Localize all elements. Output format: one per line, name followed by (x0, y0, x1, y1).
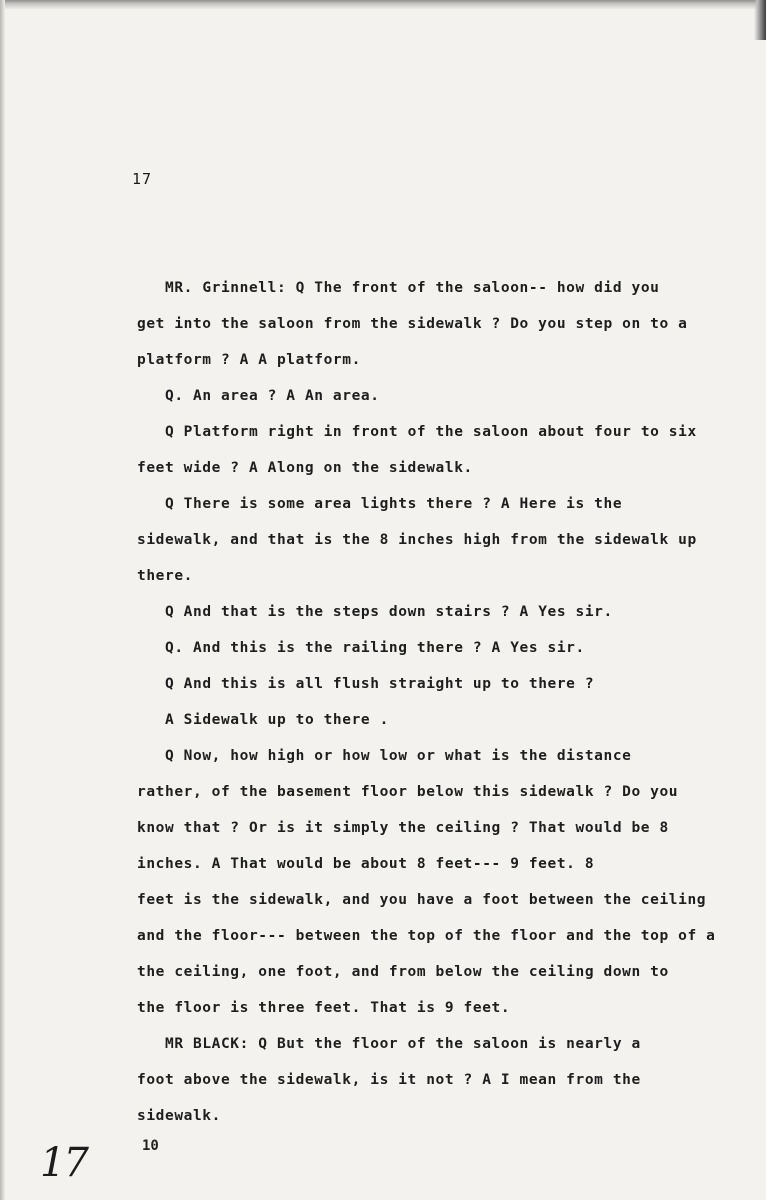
transcript-line: Q Platform right in front of the saloon about four to six (165, 424, 697, 440)
transcript-line: Q Now, how high or how low or what is the distance (165, 748, 632, 764)
transcript-line: feet is the sidewalk, and you have a foot between the ceiling (137, 892, 707, 908)
transcript-line: the ceiling, one foot, and from below the ceiling down to (137, 964, 669, 980)
page-number: 17 (132, 170, 153, 188)
transcript-line: Q And this is all flush straight up to there ? (165, 676, 595, 692)
transcript-line: A Sidewalk up to there . (165, 712, 389, 728)
footer-mark: 10 (142, 1138, 159, 1154)
transcript-line: Q. And this is the railing there ? A Yes sir. (165, 640, 585, 656)
scan-left-edge (0, 0, 5, 1200)
transcript-line: Q And that is the steps down stairs ? A Yes sir. (165, 604, 613, 620)
transcript-line: and the floor--- between the top of the floor and the top of a (137, 928, 716, 944)
transcript-line: sidewalk. (137, 1108, 221, 1124)
transcript-line: there. (137, 568, 193, 584)
transcript-body (137, 270, 737, 1134)
transcript-line: sidewalk, and that is the 8 inches high from the sidewalk up (137, 532, 697, 548)
transcript-line: MR BLACK: Q But the floor of the saloon is nearly a (165, 1036, 641, 1052)
transcript-line: inches. A That would be about 8 feet--- 9 feet. 8 (137, 856, 595, 872)
transcript-line: the floor is three feet. That is 9 feet. (137, 1000, 511, 1016)
handwritten-page-number: 17 (40, 1140, 87, 1186)
transcript-line: rather, of the basement floor below this sidewalk ? Do you (137, 784, 679, 800)
transcript-line: know that ? Or is it simply the ceiling ? That would be 8 (137, 820, 669, 836)
scan-corner-shadow (754, 0, 766, 40)
transcript-line: Q. An area ? A An area. (165, 388, 380, 404)
transcript-line: platform ? A A platform. (137, 352, 361, 368)
transcript-line: Q There is some area lights there ? A Here is the (165, 496, 623, 512)
transcript-line: get into the saloon from the sidewalk ? Do you step on to a (137, 316, 688, 332)
transcript-line: foot above the sidewalk, is it not ? A I mean from the (137, 1072, 641, 1088)
transcript-line: MR. Grinnell: Q The front of the saloon-- how did you (165, 280, 660, 296)
transcript-line: feet wide ? A Along on the sidewalk. (137, 460, 473, 476)
scan-top-edge (0, 0, 766, 9)
